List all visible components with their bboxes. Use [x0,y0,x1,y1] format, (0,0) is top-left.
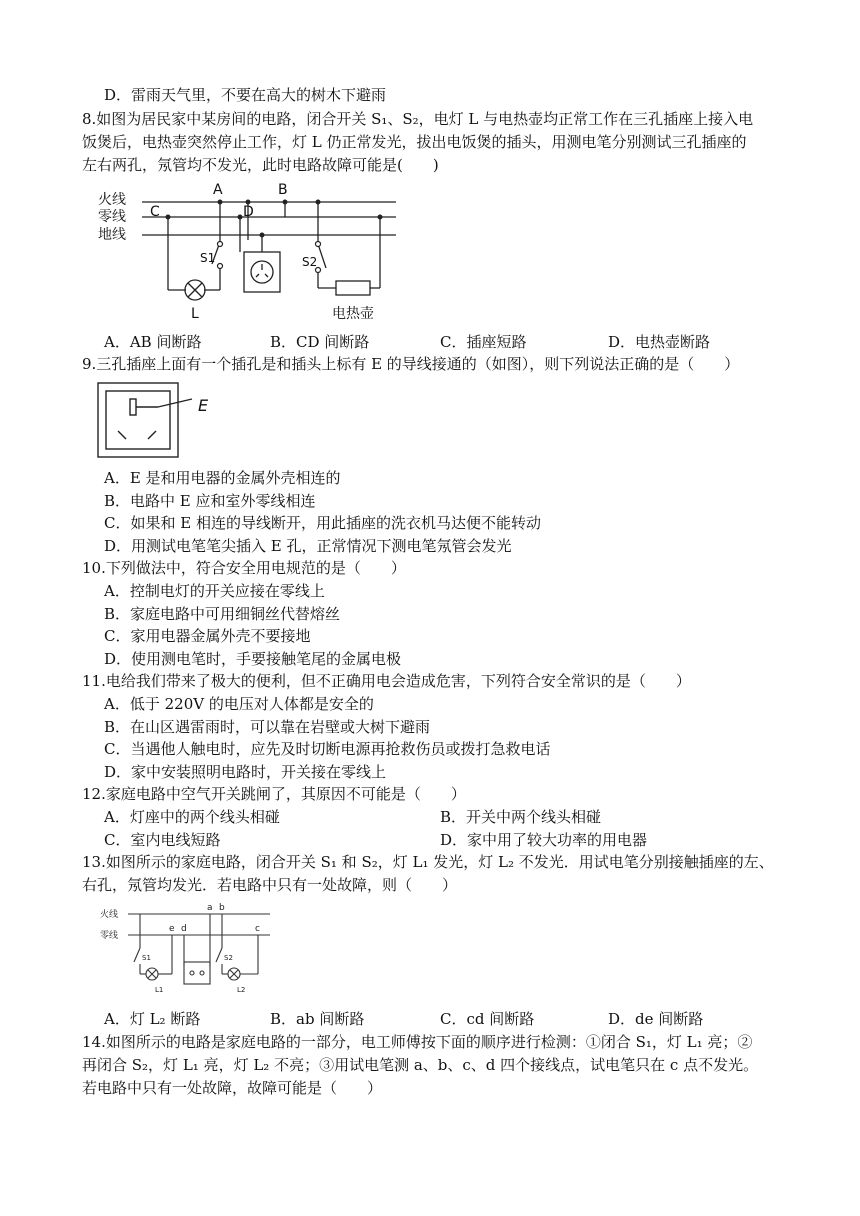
q8-option-d: D．电热壶断路 [608,333,711,351]
q12-option-d: D．家中用了较大功率的用电器 [440,831,648,849]
q13-switch-s1: S1 [142,954,151,962]
q8-circuit-diagram [96,180,406,325]
q8-stem-line2: 饭煲后，电热壶突然停止工作，灯 L 仍正常发光，拔出电饭煲的插头，用测电笔分别测试三孔插座的 [82,133,747,151]
q8-label-live: 火线 [98,192,126,208]
q12-option-c: C．室内电线短路 [104,831,221,849]
q14-stem-line3: 若电路中只有一处故障，故障可能是（ ） [82,1079,383,1097]
q8-lamp-l: L [191,306,199,322]
q8-label-ground: 地线 [98,227,126,243]
q8-switch-s2: S2 [302,255,318,269]
q9-label-e: E [198,396,209,415]
q14-stem-line2: 再闭合 S₂，灯 L₁ 亮，灯 L₂ 不亮；③用试电笔测 a、b、c、d 四个接线点，试电笔只在 c 点不发光。 [82,1056,759,1074]
q8-stem-line1: 8.如图为居民家中某房间的电路，闭合开关 S₁、S₂，电灯 L 与电热壶均正常工作在三孔插座上接入电 [82,110,754,128]
q8-point-d: D [243,204,254,220]
q8-option-b: B．CD 间断路 [270,333,370,351]
q8-option-a: A．AB 间断路 [104,333,202,351]
q9-option-b: B．电路中 E 应和室外零线相连 [104,492,316,510]
q12-stem: 12.家庭电路中空气开关跳闸了，其原因不可能是（ ） [82,785,466,803]
q8-label-neutral: 零线 [98,209,126,225]
q13-switch-s2: S2 [224,954,233,962]
q9-socket-diagram [96,381,236,461]
q13-point-b: b [219,903,225,913]
q13-label-neutral: 零线 [100,931,119,941]
q14-stem-line1: 14.如图所示的电路是家庭电路的一部分，电工师傅按下面的顺序进行检测：①闭合 S₁，灯 L₁ 亮；② [82,1033,753,1051]
q11-option-c: C．当遇他人触电时，应先及时切断电源再抢救伤员或拨打急救电话 [104,740,551,758]
q9-stem: 9.三孔插座上面有一个插孔是和插头上标有 E 的导线接通的（如图），则下列说法正确的是（ ） [82,355,740,373]
q10-stem: 10.下列做法中，符合安全用电规范的是（ ） [82,559,406,577]
q7-option-d: D．雷雨天气里，不要在高大的树木下避雨 [104,86,387,104]
q9-option-c: C．如果和 E 相连的导线断开，用此插座的洗衣机马达便不能转动 [104,514,541,532]
q13-option-b: B．ab 间断路 [270,1010,365,1028]
q13-lamp-l1: L1 [155,986,164,994]
q8-point-c: C [150,204,160,220]
q9-option-d: D．用测试电笔笔尖插入 E 孔，正常情况下测电笔氖管会发光 [104,537,512,555]
q9-option-a: A．E 是和用电器的金属外壳相连的 [104,469,341,487]
q13-point-e: e [169,924,175,934]
q13-stem-line2: 右孔，氖管均发光．若电路中只有一处故障，则（ ） [82,876,458,894]
q12-option-b: B．开关中两个线头相碰 [440,808,602,826]
q11-option-d: D．家中安装照明电路时，开关接在零线上 [104,763,387,781]
q10-option-d: D．使用测电笔时，手要接触笔尾的金属电极 [104,650,402,668]
q11-stem: 11.电给我们带来了极大的便利，但不正确用电会造成危害，下列符合安全常识的是（ ） [82,672,691,690]
q8-switch-s1: S1 [200,251,216,265]
q13-point-c: c [255,924,260,934]
q13-option-d: D．de 间断路 [608,1010,704,1028]
q13-circuit-diagram [100,900,275,1000]
q10-option-b: B．家庭电路中可用细铜丝代替熔丝 [104,605,341,623]
q8-point-a: A [213,182,223,198]
q8-point-b: B [278,182,288,198]
q8-kettle-label: 电热壶 [332,306,374,322]
q13-option-c: C．cd 间断路 [440,1010,535,1028]
q8-option-c: C．插座短路 [440,333,527,351]
q13-stem-line1: 13.如图所示的家庭电路，闭合开关 S₁ 和 S₂，灯 L₁ 发光，灯 L₂ 不发光．用试电笔分别接触插座的左、 [82,853,774,871]
q13-point-a: a [207,903,213,913]
q13-lamp-l2: L2 [237,986,246,994]
q10-option-a: A．控制电灯的开关应接在零线上 [104,582,325,600]
q12-option-a: A．灯座中的两个线头相碰 [104,808,280,826]
q11-option-a: A．低于 220V 的电压对人体都是安全的 [104,695,374,713]
q10-option-c: C．家用电器金属外壳不要接地 [104,627,311,645]
q13-option-a: A．灯 L₂ 断路 [104,1010,201,1028]
q13-label-live: 火线 [100,910,119,920]
q13-point-d: d [181,924,187,934]
q8-stem-line3: 左右两孔，氖管均不发光，此时电路故障可能是( ) [82,156,439,174]
q11-option-b: B．在山区遇雷雨时，可以靠在岩壁或大树下避雨 [104,718,431,736]
